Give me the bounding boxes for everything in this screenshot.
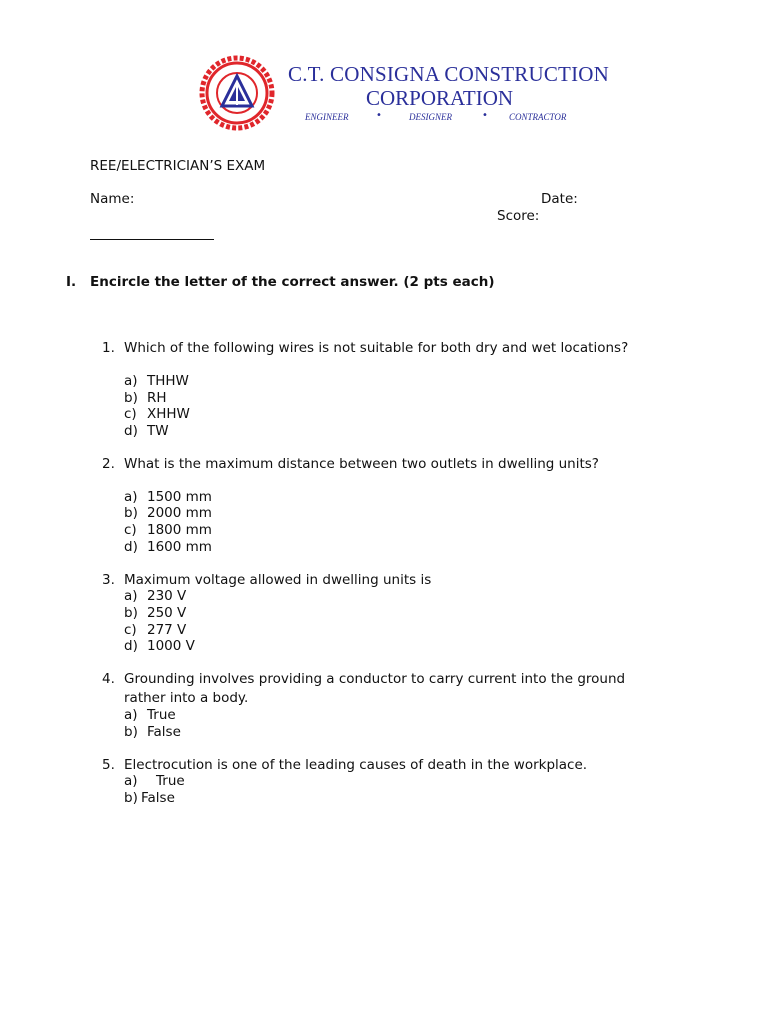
option-letter: a) xyxy=(124,707,138,723)
question-text: What is the maximum distance between two outlets in dwelling units? xyxy=(124,456,599,472)
option-text: XHHW xyxy=(147,406,190,422)
option-text: 2000 mm xyxy=(147,505,212,521)
score-blank-line xyxy=(90,239,214,240)
option-text: RH xyxy=(147,390,167,406)
section-instruction: Encircle the letter of the correct answer. (2 pts each) xyxy=(90,274,495,290)
option-text: 1600 mm xyxy=(147,539,212,555)
question-number: 4. xyxy=(102,671,115,687)
score-label: Score: xyxy=(497,208,540,224)
question-number: 3. xyxy=(102,572,115,588)
option-letter: d) xyxy=(124,423,138,439)
section-numeral: I. xyxy=(66,274,77,290)
option-text: 277 V xyxy=(147,622,187,638)
option-letter: a) xyxy=(124,373,138,389)
exam-title: REE/ELECTRICIAN’S EXAM xyxy=(90,158,266,174)
option-letter: c) xyxy=(124,522,137,538)
company-name-line2: CORPORATION xyxy=(366,86,514,110)
option-text: True xyxy=(147,707,176,723)
consigna-seal-icon xyxy=(199,55,275,131)
company-name-line1: C.T. CONSIGNA CONSTRUCTION xyxy=(288,62,609,86)
tagline-bullet: • xyxy=(482,110,488,121)
option-text: 230 V xyxy=(147,588,187,604)
option-letter: b) xyxy=(124,790,138,806)
option-letter: b) xyxy=(124,605,138,621)
option-letter: c) xyxy=(124,406,137,422)
name-label: Name: xyxy=(90,191,135,207)
option-text: True xyxy=(156,773,185,789)
question-text: Which of the following wires is not suitable for both dry and wet locations? xyxy=(124,340,629,356)
option-text: THHW xyxy=(147,373,189,389)
option-letter: d) xyxy=(124,539,138,555)
question-number: 1. xyxy=(102,340,115,356)
question-number: 2. xyxy=(102,456,115,472)
option-letter: d) xyxy=(124,638,138,654)
option-letter: b) xyxy=(124,390,138,406)
question-number: 5. xyxy=(102,757,115,773)
tagline-designer: DESIGNER xyxy=(409,112,452,122)
tagline-engineer: ENGINEER xyxy=(305,112,349,122)
option-text: TW xyxy=(147,423,169,439)
tagline-contractor: CONTRACTOR xyxy=(509,112,567,122)
tagline-bullet: • xyxy=(376,110,382,121)
question-text-line2: rather into a body. xyxy=(124,690,249,706)
option-text: 1500 mm xyxy=(147,489,212,505)
company-logo xyxy=(199,55,275,131)
option-letter: a) xyxy=(124,773,138,789)
option-letter: a) xyxy=(124,588,138,604)
option-text: 1800 mm xyxy=(147,522,212,538)
option-text: 1000 V xyxy=(147,638,195,654)
option-letter: c) xyxy=(124,622,137,638)
question-text: Maximum voltage allowed in dwelling units is xyxy=(124,572,432,588)
question-text: Electrocution is one of the leading causes of death in the workplace. xyxy=(124,757,588,773)
date-label: Date: xyxy=(541,191,578,207)
option-text: 250 V xyxy=(147,605,187,621)
option-letter: b) xyxy=(124,724,138,740)
option-letter: b) xyxy=(124,505,138,521)
question-text: Grounding involves providing a conductor to carry current into the ground xyxy=(124,671,626,687)
option-text: False xyxy=(141,790,175,806)
option-text: False xyxy=(147,724,181,740)
option-letter: a) xyxy=(124,489,138,505)
